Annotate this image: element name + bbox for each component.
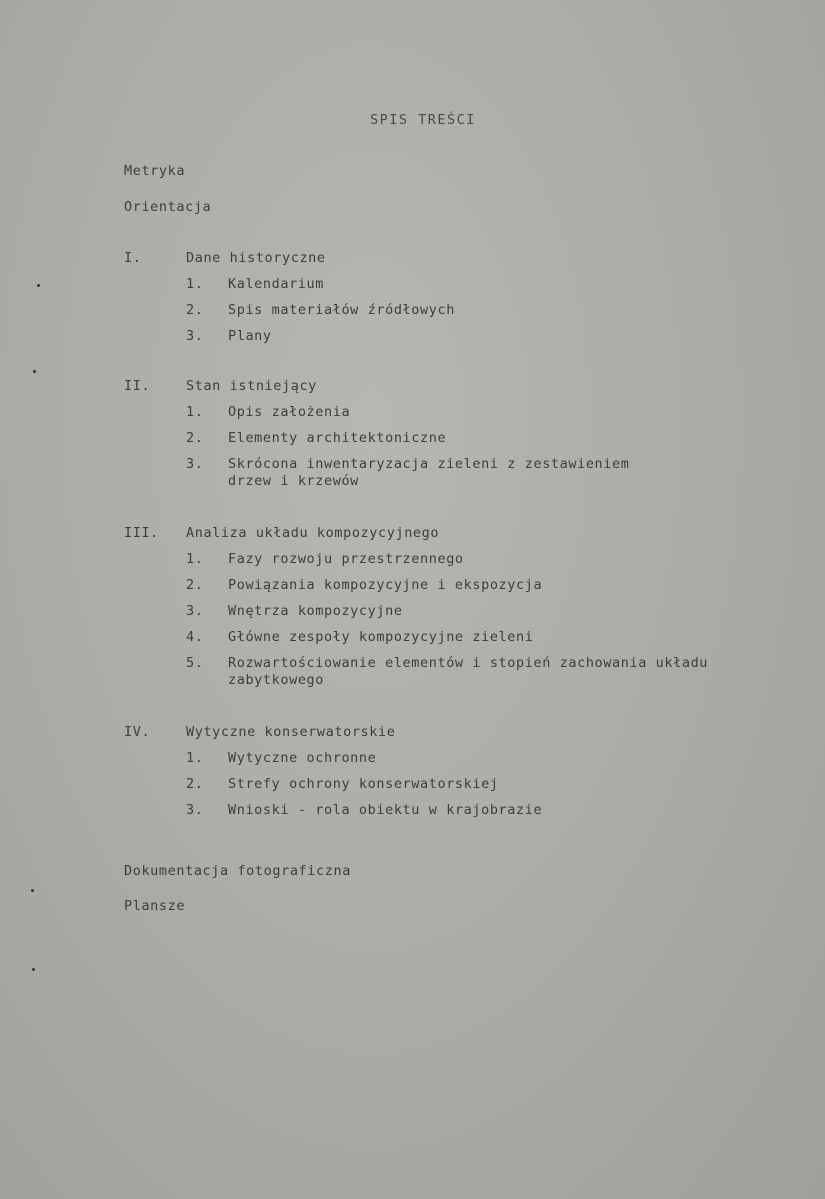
item-number: 4. <box>186 629 204 645</box>
punch-mark <box>37 284 40 287</box>
punch-mark <box>31 889 34 892</box>
toc-item: Wytyczne ochronne <box>228 750 377 766</box>
item-number: 1. <box>186 551 204 567</box>
section-title: Dane historyczne <box>186 250 326 266</box>
item-number: 2. <box>186 302 204 318</box>
toc-back-item: Plansze <box>124 898 186 914</box>
item-number: 3. <box>186 456 204 472</box>
section-numeral: I. <box>124 250 142 266</box>
toc-item: Fazy rozwoju przestrzennego <box>228 551 464 567</box>
punch-mark <box>33 370 36 373</box>
section-numeral: III. <box>124 525 159 541</box>
toc-item: Powiązania kompozycyjne i ekspozycja <box>228 577 543 593</box>
page-title: SPIS TREŚCI <box>370 112 476 128</box>
section-numeral: II. <box>124 378 151 394</box>
item-number: 2. <box>186 430 204 446</box>
toc-front-item: Metryka <box>124 163 186 179</box>
section-numeral: IV. <box>124 724 151 740</box>
item-number: 2. <box>186 776 204 792</box>
item-number: 1. <box>186 404 204 420</box>
toc-item: Rozwartościowanie elementów i stopień zachowania układu <box>228 655 709 671</box>
toc-item: Wnętrza kompozycyjne <box>228 603 403 619</box>
item-number: 5. <box>186 655 204 671</box>
section-title: Analiza układu kompozycyjnego <box>186 525 440 541</box>
toc-back-item: Dokumentacja fotograficzna <box>124 863 351 879</box>
item-number: 1. <box>186 276 204 292</box>
toc-item: Kalendarium <box>228 276 325 292</box>
toc-item: Strefy ochrony konserwatorskiej <box>228 776 499 792</box>
toc-front-item: Orientacja <box>124 199 212 215</box>
item-number: 3. <box>186 802 204 818</box>
punch-mark <box>32 968 35 971</box>
toc-item: Skrócona inwentaryzacja zieleni z zestawieniem <box>228 456 630 472</box>
item-number: 3. <box>186 328 204 344</box>
toc-item: Plany <box>228 328 272 344</box>
section-title: Stan istniejący <box>186 378 317 394</box>
toc-item: Główne zespoły kompozycyjne zieleni <box>228 629 534 645</box>
toc-item: Opis założenia <box>228 404 351 420</box>
item-number: 3. <box>186 603 204 619</box>
toc-item: Wnioski - rola obiektu w krajobrazie <box>228 802 543 818</box>
item-number: 2. <box>186 577 204 593</box>
toc-item: Spis materiałów źródłowych <box>228 302 455 318</box>
item-number: 1. <box>186 750 204 766</box>
section-title: Wytyczne konserwatorskie <box>186 724 396 740</box>
toc-item: Elementy architektoniczne <box>228 430 447 446</box>
toc-item-continuation: zabytkowego <box>228 672 325 688</box>
toc-item-continuation: drzew i krzewów <box>228 473 359 489</box>
